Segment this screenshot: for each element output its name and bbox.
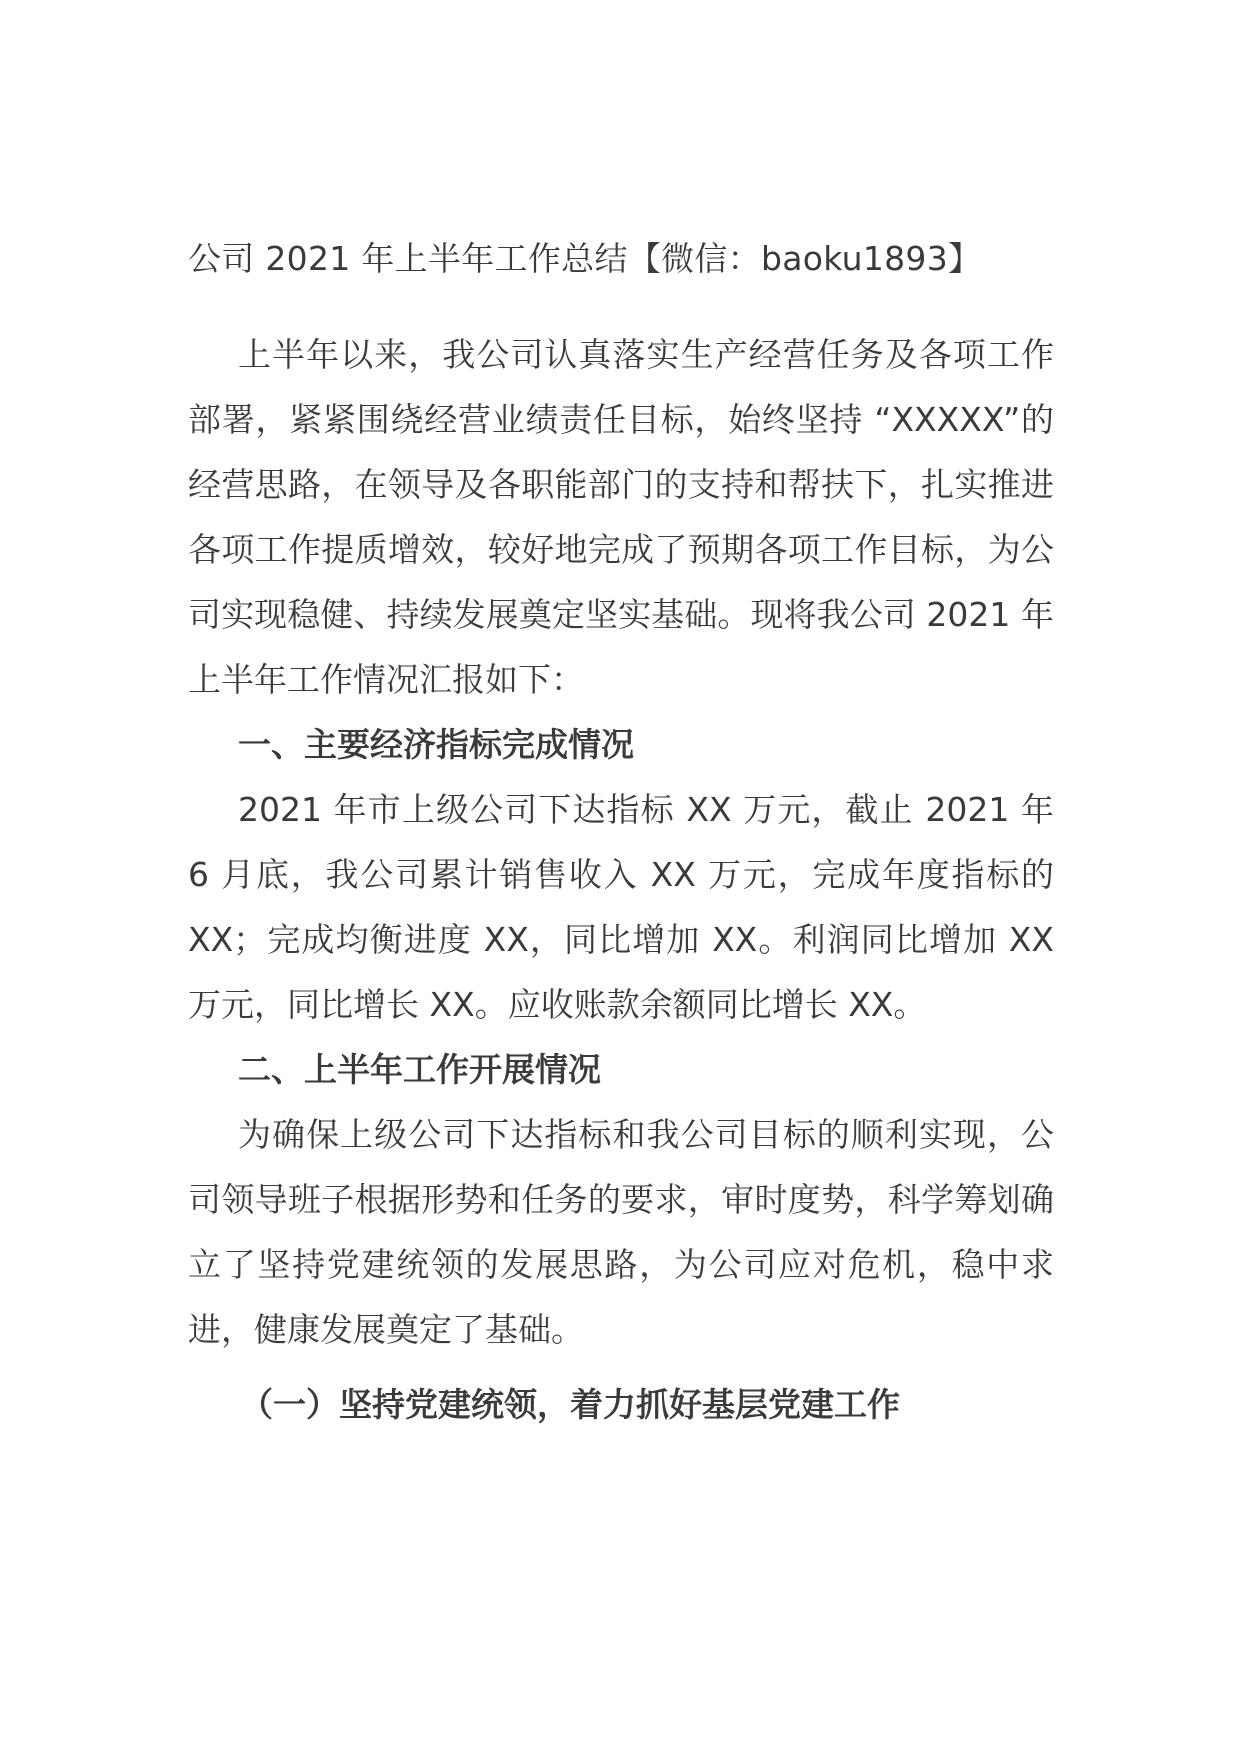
document-title: 公司 2021 年上半年工作总结【微信：baoku1893】 — [188, 239, 982, 278]
section-1-heading: 一、主要经济指标完成情况 — [238, 725, 634, 764]
section-2-subheading: （一）坚持党建统领，着力抓好基层党建工作 — [240, 1385, 900, 1424]
section-2-heading: 二、上半年工作开展情况 — [238, 1050, 601, 1089]
document-page — [188, 236, 1054, 1437]
intro-paragraph: 上半年以来，我公司认真落实生产经营任务及各项工作部署，紧紧围绕经营业绩责任目标，始终坚持 “XXXXX”的经营思路，在领导及各职能部门的支持和帮扶下，扎实推进各项工作提质增效，较好地完成了预期各项工作目标，为公司实现稳健、持续发展奠定坚实基础。现将我公司 2021 年上半年工作情况汇报如下： — [188, 335, 1054, 699]
section-1-paragraph: 2021 年市上级公司下达指标 XX 万元，截止 2021 年 6 月底，我公司累计销售收入 XX 万元，完成年度指标的 XX；完成均衡进度 XX，同比增加 XX。利润同比增加 XX 万元，同比增长 XX。应收账款余额同比增长 XX。 — [188, 790, 1054, 1024]
section-2-paragraph: 为确保上级公司下达指标和我公司目标的顺利实现，公司领导班子根据形势和任务的要求，审时度势，科学筹划确立了坚持党建统领的发展思路，为公司应对危机，稳中求进，健康发展奠定了基础。 — [188, 1115, 1054, 1349]
